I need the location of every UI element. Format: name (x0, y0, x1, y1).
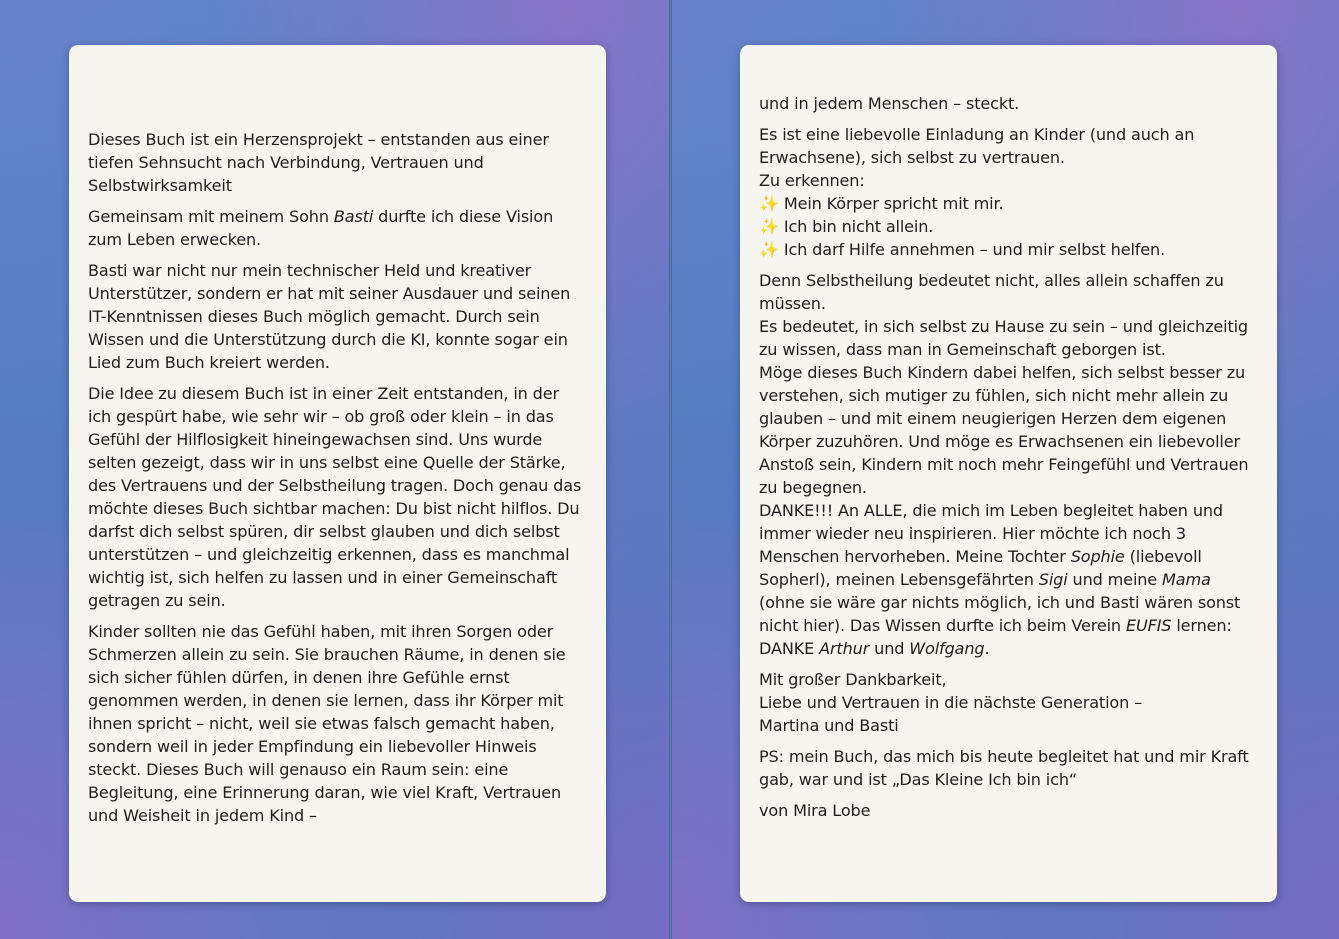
name-arthur: Arthur (819, 639, 870, 658)
healing-line: Denn Selbstheilung bedeutet nicht, alles allein schaffen zu müssen. (759, 271, 1224, 313)
affirmation-text: Mein Körper spricht mit mir. (783, 194, 1004, 213)
affirmation-item (759, 192, 1257, 215)
closing-line: Mit großer Dankbarkeit, (759, 670, 947, 689)
name-mama: Mama (1162, 570, 1211, 589)
name-sigi: Sigi (1038, 570, 1068, 589)
idea-paragraph: Die Idee zu diesem Buch ist in einer Zeit entstanden, in der ich gespürt habe, wie sehr wir – ob groß oder klein – in das Gefühl der Hilflosigkeit hineingewachsen sind. Uns wurde selten gezeigt, dass wir in uns selbst eine Quelle der Stärke, des Vertrauens und der Selbstheilung tragen. Doch genau das möchte dieses Buch sichtbar machen: Du bist nicht hilflos. Du darfst dich selbst spüren, dir selbst glauben und dich selbst unterstützen – und gleichzeitig erkennen, dass es manchmal wichtig ist, sich helfen zu lassen und in einer Gemeinschaft getragen zu sein. (88, 384, 582, 610)
signature: Martina und Basti (759, 716, 899, 735)
continuation-line: und in jedem Menschen – steckt. (759, 94, 1020, 113)
sparkle-icon: ✨ (759, 217, 779, 236)
affirmation-item (759, 215, 1257, 238)
healing-block (759, 269, 1257, 660)
hero-paragraph: Basti war nicht nur mein technischer Held und kreativer Unterstützer, sondern er hat mit seiner Ausdauer und seinen IT-Kenntnissen dieses Buch möglich gemacht. Durch sein Wissen und die Unterstützung durch die KI, konnte sogar ein Lied zum Buch kreiert werden. (88, 261, 571, 372)
basti-text-a: Gemeinsam mit meinem Sohn (88, 207, 334, 226)
left-page (0, 0, 669, 939)
sparkle-icon: ✨ (759, 194, 779, 213)
thanks-part: DANKE!!! An ALLE, die mich im Leben begleitet haben und immer wieder neu inspirieren. Hier möchte ich noch 3 Menschen hervorheben. Meine Tochter (759, 501, 1223, 566)
invitation-block (759, 123, 1257, 261)
book-author: von Mira Lobe (759, 801, 871, 820)
right-page (672, 0, 1339, 939)
basti-text-b: durfte ich diese Vision zum Leben erwecken. (88, 207, 554, 249)
affirmation-text: Ich bin nicht allein. (783, 217, 934, 236)
thanks-part: lernen: DANKE (759, 616, 1232, 658)
name-eufis: EUFIS (1125, 616, 1172, 635)
thanks-part: (liebevoll Sopherl), meinen Lebensgefährten (759, 547, 1202, 589)
basti-paragraph (88, 205, 586, 251)
thanks-part: und meine (1067, 570, 1163, 589)
basti-name: Basti (333, 207, 374, 226)
name-wolfgang: Wolfgang (909, 639, 985, 658)
right-text-card (740, 45, 1277, 902)
ps-note: PS: mein Buch, das mich bis heute begleitet hat und mir Kraft gab, war und ist „Das Kleine Ich bin ich“ (759, 747, 1249, 789)
affirmation-text: Ich darf Hilfe annehmen – und mir selbst helfen. (783, 240, 1166, 259)
healing-line: Möge dieses Buch Kindern dabei helfen, sich selbst besser zu verstehen, sich mutiger zu fühlen, sich nicht mehr allein zu glauben – und mit einem neugierigen Herzen dem eigenen Körper zuzuhören. Und möge es Erwachsenen ein liebevoller Anstoß sein, Kindern mit noch mehr Feingefühl und Vertrauen zu begegnen. (759, 363, 1249, 497)
closing-line: Liebe und Vertrauen in die nächste Generation – (759, 693, 1142, 712)
children-paragraph: Kinder sollten nie das Gefühl haben, mit ihren Sorgen oder Schmerzen allein zu sein. Sie brauchen Räume, in denen sie sich sicher fühlen dürfen, in denen ihre Gefühle ernst genommen werden, in denen sie lernen, dass ihr Körper mit ihnen spricht – nicht, weil sie etwas falsch gemacht haben, sondern weil in jeder Empfindung ein liebevoller Hinweis steckt. Dieses Buch will genauso ein Raum sein: eine Begleitung, eine Erinnerung daran, wie viel Kraft, Vertrauen und Weisheit in jedem Kind – (88, 622, 566, 825)
thanks-text (759, 499, 1257, 660)
closing-block (759, 668, 1257, 737)
invitation-text: Es ist eine liebevolle Einladung an Kinder (und auch an Erwachsene), sich selbst zu vertrauen. (759, 125, 1195, 167)
name-sophie: Sophie (1070, 547, 1125, 566)
left-text-card (69, 45, 606, 902)
recognize-label: Zu erkennen: (759, 171, 865, 190)
thanks-part: . (984, 639, 990, 658)
intro-paragraph: Dieses Buch ist ein Herzensprojekt – entstanden aus einer tiefen Sehnsucht nach Verbindung, Vertrauen und Selbstwirksamkeit (88, 130, 549, 195)
thanks-part: und (869, 639, 910, 658)
sparkle-icon: ✨ (759, 240, 779, 259)
healing-line: Es bedeutet, in sich selbst zu Hause zu sein – und gleichzeitig zu wissen, dass man in Gemeinschaft geborgen ist. (759, 317, 1248, 359)
thanks-part: (ohne sie wäre gar nichts möglich, ich und Basti wären sonst nicht hier). Das Wissen durfte ich beim Verein (759, 593, 1241, 635)
affirmation-item (759, 238, 1257, 261)
